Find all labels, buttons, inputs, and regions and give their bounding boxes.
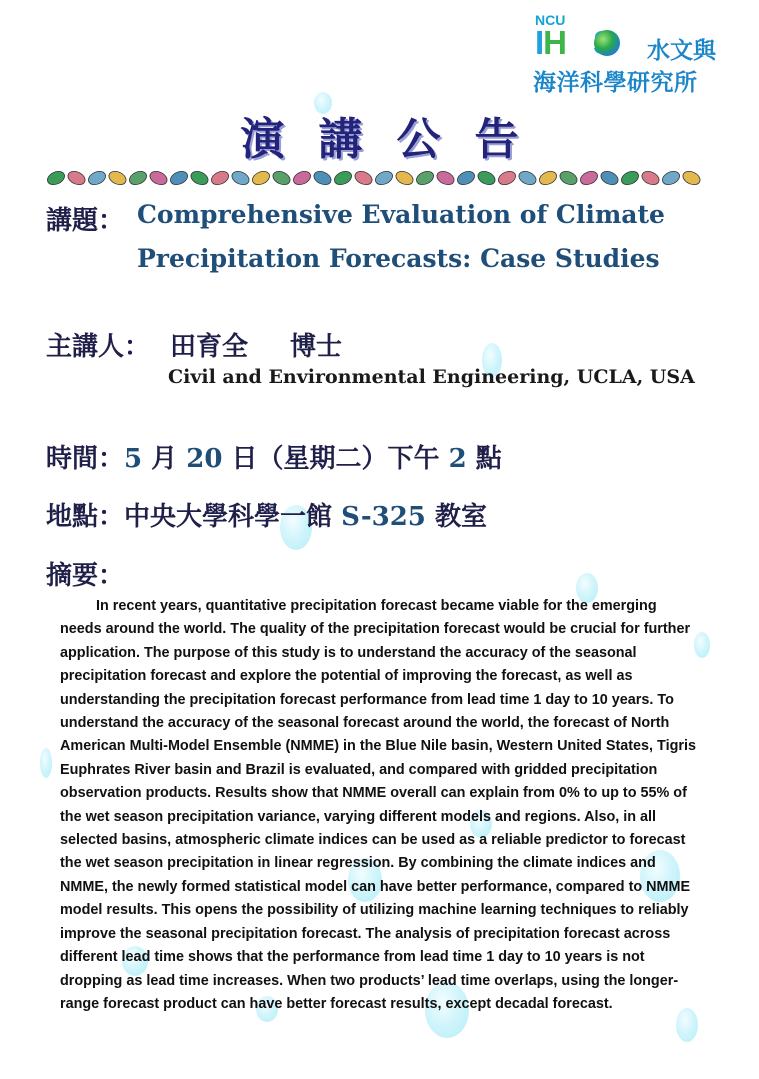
time-month-unit: 月: [151, 444, 178, 474]
droplet-decoration: [40, 748, 52, 778]
leaf-icon: [312, 169, 333, 187]
leaf-icon: [353, 169, 374, 187]
leaf-icon: [660, 169, 681, 187]
leaf-icon: [46, 169, 67, 187]
logo-letter-h: H: [543, 24, 567, 61]
leaf-icon: [640, 169, 661, 187]
leaf-icon: [537, 169, 558, 187]
leaf-icon: [250, 169, 271, 187]
leaf-icon: [209, 169, 230, 187]
logo-letter-i: I: [535, 24, 544, 61]
leaf-icon: [66, 169, 87, 187]
logo-institute-name-line2: 海洋科學研究所: [533, 70, 698, 96]
leaf-icon: [373, 169, 394, 187]
logo-institute-name-line1: 水文與: [647, 38, 716, 64]
leaf-icon: [435, 169, 456, 187]
leaf-icon: [578, 169, 599, 187]
leaf-icon: [517, 169, 538, 187]
place-row: [46, 496, 487, 533]
topic-title-line2: Precipitation Forecasts: Case Studies: [137, 244, 660, 273]
leaf-icon: [332, 169, 353, 187]
leaf-icon: [189, 169, 210, 187]
leaf-icon: [455, 169, 476, 187]
globe-icon: [594, 30, 620, 56]
leaf-icon: [476, 169, 497, 187]
place-building: 中央大學科學一館: [124, 502, 333, 532]
leaf-icon: [148, 169, 169, 187]
leaf-icon: [107, 169, 128, 187]
leaf-icon: [414, 169, 435, 187]
place-room: S-325: [341, 502, 426, 532]
leaf-icon: [271, 169, 292, 187]
leaf-icon: [496, 169, 517, 187]
abstract-text: In recent years, quantitative precipitation forecast became viable for the emerging needs around the world. The quality of the precipitation forecast would be crucial for further application. The purpose of this study is to understand the accuracy of the seasonal precipitation forecast and explore the potential of improving the forecast, as well as understanding the precipitation forecast performance from lead time 1 day to 10 years. To understand the accuracy of the seasonal forecast around the world, the forecast of North American Multi-Model Ensemble (NMME) in the Blue Nile basin, Western United States, Tigris Euphrates River basin and Brazil is evaluated, and compared with gridded precipitation observation products. Results show that NMME overall can explain from 0% to up to 55% of the wet season precipitation variance, varying different models and regions. Also, in all selected basins, atmospheric climate indices can be used as a reliable predictor to forecast the wet season precipitation in linear regression. By combining the climate indices and NMME, the newly formed statistical model can have better performance, compared to NMME model results. This opens the possibility of utilizing machine learning techniques to reliably improve the seasonal precipitation forecast. The analysis of precipitation forecast across different lead time shows that the performance from lead time 1 day to 10 years is not dropping as lead time increases. When two products’ lead time overlaps, using the longer-range forecast product can have better forecast results, except decadal forecast.: [60, 598, 696, 1012]
institute-logo: [533, 10, 733, 94]
speaker-label: 主講人：: [46, 332, 151, 362]
announcement-title: 演講公告: [240, 114, 553, 165]
leaf-icon: [291, 169, 312, 187]
speaker-title: 博士: [290, 332, 343, 362]
leaf-icon: [558, 169, 579, 187]
leaf-icon: [86, 169, 107, 187]
speaker-name: 田育全: [170, 332, 249, 362]
abstract-label: 摘要：: [46, 561, 125, 591]
leaf-icon: [127, 169, 148, 187]
time-hour: 2: [448, 444, 467, 474]
time-label: 時間：: [46, 444, 125, 474]
time-row: [46, 438, 502, 475]
speaker-affiliation: Civil and Environmental Engineering, UCLA, USA: [168, 366, 695, 388]
leaf-border-decoration: [46, 166, 713, 190]
leaf-icon: [681, 169, 702, 187]
topic-title-line1: Comprehensive Evaluation of Climate: [137, 200, 665, 229]
leaf-icon: [619, 169, 640, 187]
topic-label: 講題：: [46, 206, 125, 236]
place-label: 地點：: [46, 502, 125, 532]
leaf-icon: [599, 169, 620, 187]
time-hour-unit: 點: [475, 444, 502, 474]
leaf-icon: [230, 169, 251, 187]
time-day: 20: [186, 444, 223, 474]
place-room-unit: 教室: [434, 502, 487, 532]
time-month: 5: [124, 444, 143, 474]
time-day-unit: 日（星期二）下午: [231, 444, 440, 474]
logo-ncu-text: NCU: [535, 12, 566, 28]
leaf-icon: [168, 169, 189, 187]
leaf-icon: [394, 169, 415, 187]
